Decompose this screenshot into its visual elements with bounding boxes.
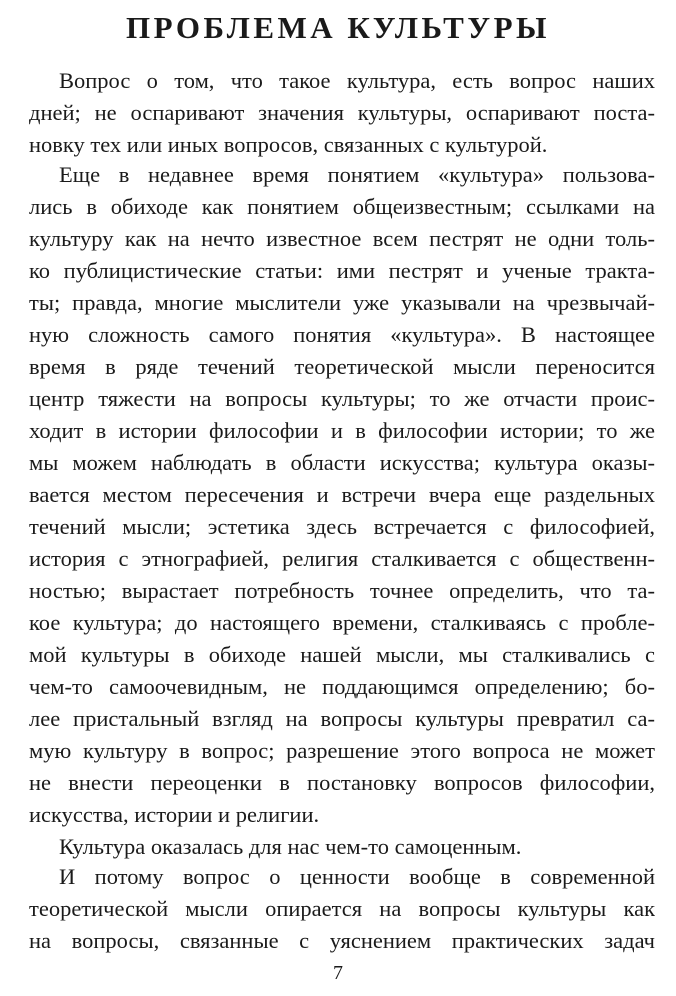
- text-line: чем-то самоочевидным, не поддающимся определению; бо-: [29, 674, 655, 699]
- text-line: искусства, истории и религии.: [29, 802, 320, 827]
- text-line: Культура оказалась для нас чем-то самоценным.: [59, 834, 522, 859]
- text-line: мую культуру в вопрос; разрешение этого вопроса не может: [29, 738, 655, 763]
- text-line: новку тех или иных вопросов, связанных с культурой.: [29, 132, 548, 157]
- text-line: теоретической мысли опирается на вопросы культуры как: [29, 896, 655, 921]
- text-line: не внести переоценки в постановку вопросов философии,: [29, 770, 655, 795]
- text-line: течений мысли; эстетика здесь встречается с философией,: [29, 514, 655, 539]
- text-line: ходит в истории философии и в философии истории; то же: [29, 418, 655, 443]
- text-line: дней; не оспаривают значения культуры, оспаривают поста-: [29, 100, 655, 125]
- text-line: время в ряде течений теоретической мысли переносится: [29, 354, 655, 379]
- text-line: на вопросы, связанные с уяснением практических задач: [29, 928, 655, 953]
- chapter-title: ПРОБЛЕМА КУЛЬТУРЫ: [126, 10, 550, 45]
- text-line: ты; правда, многие мыслители уже указывали на чрезвычай-: [29, 290, 655, 315]
- text-line: кое культура; до настоящего времени, сталкиваясь с пробле-: [29, 610, 655, 635]
- text-line: ко публицистические статьи: ими пестрят и ученые тракта-: [29, 258, 655, 283]
- text-line: мы можем наблюдать в области искусства; культура оказы-: [29, 450, 655, 475]
- page-number: 7: [333, 962, 343, 984]
- text-line: И потому вопрос о ценности вообще в современной: [59, 864, 655, 889]
- text-line: ностью; вырастает потребность точнее определить, что та-: [29, 578, 655, 603]
- text-line: Еще в недавнее время понятием «культура» пользова-: [59, 162, 655, 187]
- text-line: лее пристальный взгляд на вопросы культуры превратил са-: [29, 706, 655, 731]
- text-line: мой культуры в обиходе нашей мысли, мы сталкивались с: [29, 642, 655, 667]
- text-line: история с этнографией, религия сталкивается с общественн-: [29, 546, 655, 571]
- text-line: центр тяжести на вопросы культуры; то же отчасти проис-: [29, 386, 655, 411]
- text-line: ную сложность самого понятия «культура». В настоящее: [29, 322, 655, 347]
- text-line: вается местом пересечения и встречи вчера еще раздельных: [29, 482, 655, 507]
- text-line: лись в обиходе как понятием общеизвестным; ссылками на: [29, 194, 655, 219]
- text-line: культуру как на нечто известное всем пестрят не одни толь-: [29, 226, 655, 251]
- text-line: Вопрос о том, что такое культура, есть вопрос наших: [59, 68, 655, 93]
